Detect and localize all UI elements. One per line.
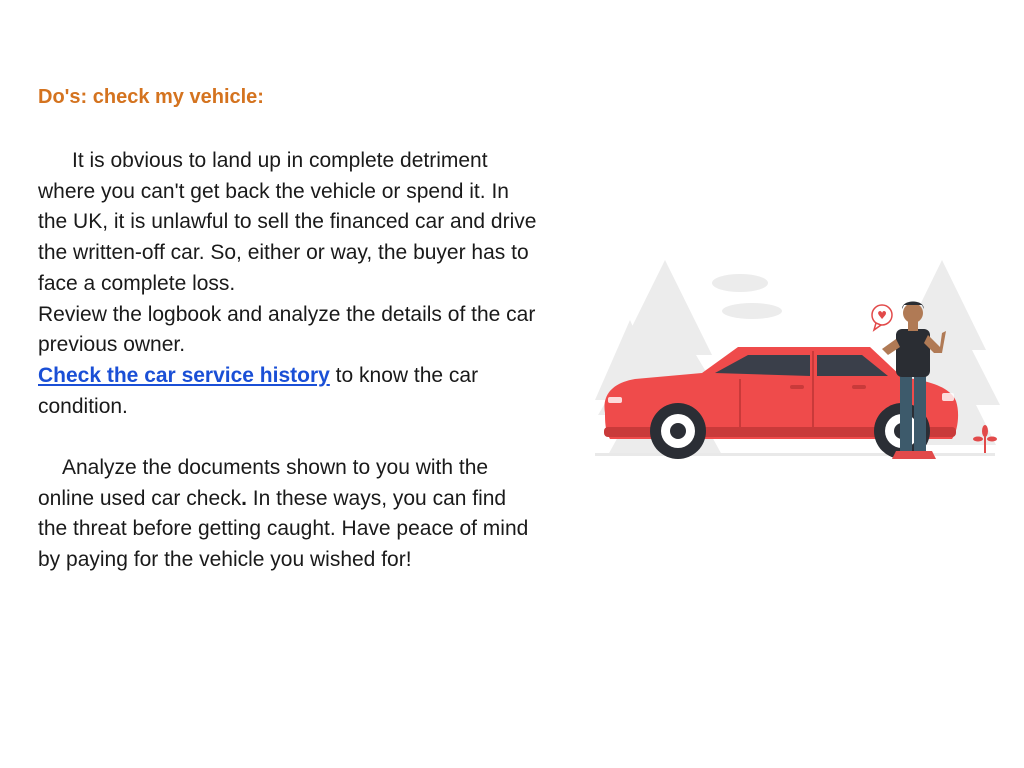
analyze-part1: Analyze the documents shown to you with the online used car check bbox=[38, 456, 489, 510]
heart-bubble-icon bbox=[872, 305, 892, 330]
heart-symbol: ♥ bbox=[877, 309, 887, 322]
body-text bbox=[38, 146, 538, 576]
paragraph-analyze bbox=[38, 453, 538, 576]
section-heading: Do's: check my vehicle: bbox=[38, 86, 264, 108]
ground-line bbox=[595, 453, 995, 456]
service-history-link[interactable]: Check the car service history bbox=[38, 363, 330, 387]
analyze-dot: . bbox=[241, 486, 247, 510]
car-illustration bbox=[590, 255, 1000, 475]
analyze-part2: In these ways, you can find the threat before getting caught. Have peace of mind by paying for the vehicle you wished for! bbox=[38, 486, 529, 572]
cloud-icon bbox=[712, 274, 782, 319]
paragraph-service-history bbox=[38, 361, 538, 422]
paragraph-logbook: Review the logbook and analyze the details of the car previous owner. bbox=[38, 302, 536, 357]
paragraph-gap bbox=[38, 422, 538, 453]
front-wheel-icon bbox=[650, 403, 706, 459]
paragraph-intro: It is obvious to land up in complete detriment where you can't get back the vehicle or spend it. In the UK, it is unlawful to sell the financed car and drive the written-off car. So, either or way, the buyer has to face a complete loss. bbox=[38, 149, 537, 295]
service-history-rest: to know the car condition. bbox=[38, 363, 479, 418]
